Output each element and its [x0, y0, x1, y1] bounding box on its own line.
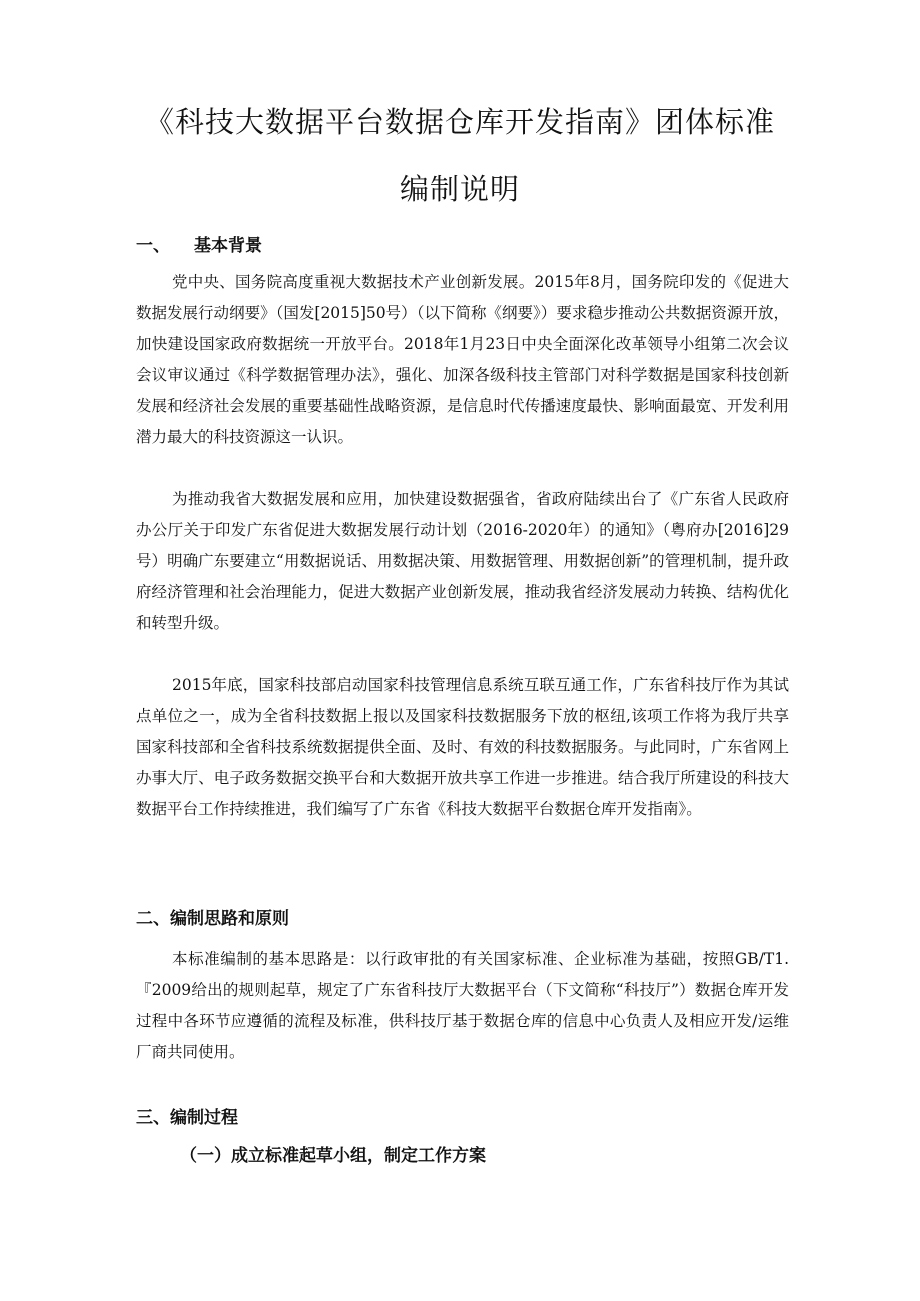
section-number: 三、	[136, 1108, 170, 1128]
paragraph: 党中央、国务院高度重视大数据技术产业创新发展。2015年8月，国务院印发的《促进大数据发展行动纲要》（国发[2015]50号）（以下简称《纲要》）要求稳步推动公共数据资源开放，加快建设国家政府数据统一开放平台。2018年1月23日中央全面深化改革领导小组第二次会议会议审议通过《科学数据管理办法》，强化、加深各级科技主管部门对科学数据是国家科技创新发展和经济社会发展的重要基础性战略资源，是信息时代传播速度最快、影响面最宽、开发利用潜力最大的科技资源这一认识。	[136, 273, 789, 446]
section-heading-background	[136, 231, 262, 256]
section-heading-text: 基本背景	[194, 236, 262, 256]
section-number: 一、	[136, 236, 170, 256]
section-heading-process	[136, 1103, 238, 1128]
document-title: 《科技大数据平台数据仓库开发指南》团体标准	[144, 105, 775, 139]
document-subtitle: 编制说明	[399, 172, 520, 206]
section-heading-principles	[136, 904, 289, 929]
section-heading-text: 编制思路和原则	[170, 909, 289, 929]
paragraph: 本标准编制的基本思路是：以行政审批的有关国家标准、企业标准为基础，按照GB/T1.『2009给出的规则起草，规定了广东省科技厅大数据平台（下文简称“科技厅”）数据仓库开发过程中各环节应遵循的流程及标准，供科技厅基于数据仓库的信息中心负责人及相应开发/运维厂商共同使用。	[136, 950, 789, 1061]
subsection-heading: （一）成立标准起草小组，制定工作方案	[180, 1146, 486, 1166]
paragraph: 2015年底，国家科技部启动国家科技管理信息系统互联互通工作，广东省科技厅作为其试点单位之一，成为全省科技数据上报以及国家科技数据服务下放的枢纽,该项工作将为我厅共享国家科技部和全省科技系统数据提供全面、及时、有效的科技数据服务。与此同时，广东省网上办事大厅、电子政务数据交换平台和大数据开放共享工作进一步推进。结合我厅所建设的科技大数据平台工作持续推进，我们编写了广东省《科技大数据平台数据仓库开发指南》。	[136, 676, 789, 818]
section-heading-text: 编制过程	[170, 1108, 238, 1128]
section-number: 二、	[136, 909, 170, 929]
paragraph: 为推动我省大数据发展和应用，加快建设数据强省，省政府陆续出台了《广东省人民政府办公厅关于印发广东省促进大数据发展行动计划（2016-2020年）的通知》（粤府办[2016]29号）明确广东要建立“用数据说话、用数据决策、用数据管理、用数据创新”的管理机制，提升政府经济管理和社会治理能力，促进大数据产业创新发展，推动我省经济发展动力转换、结构优化和转型升级。	[136, 490, 789, 632]
